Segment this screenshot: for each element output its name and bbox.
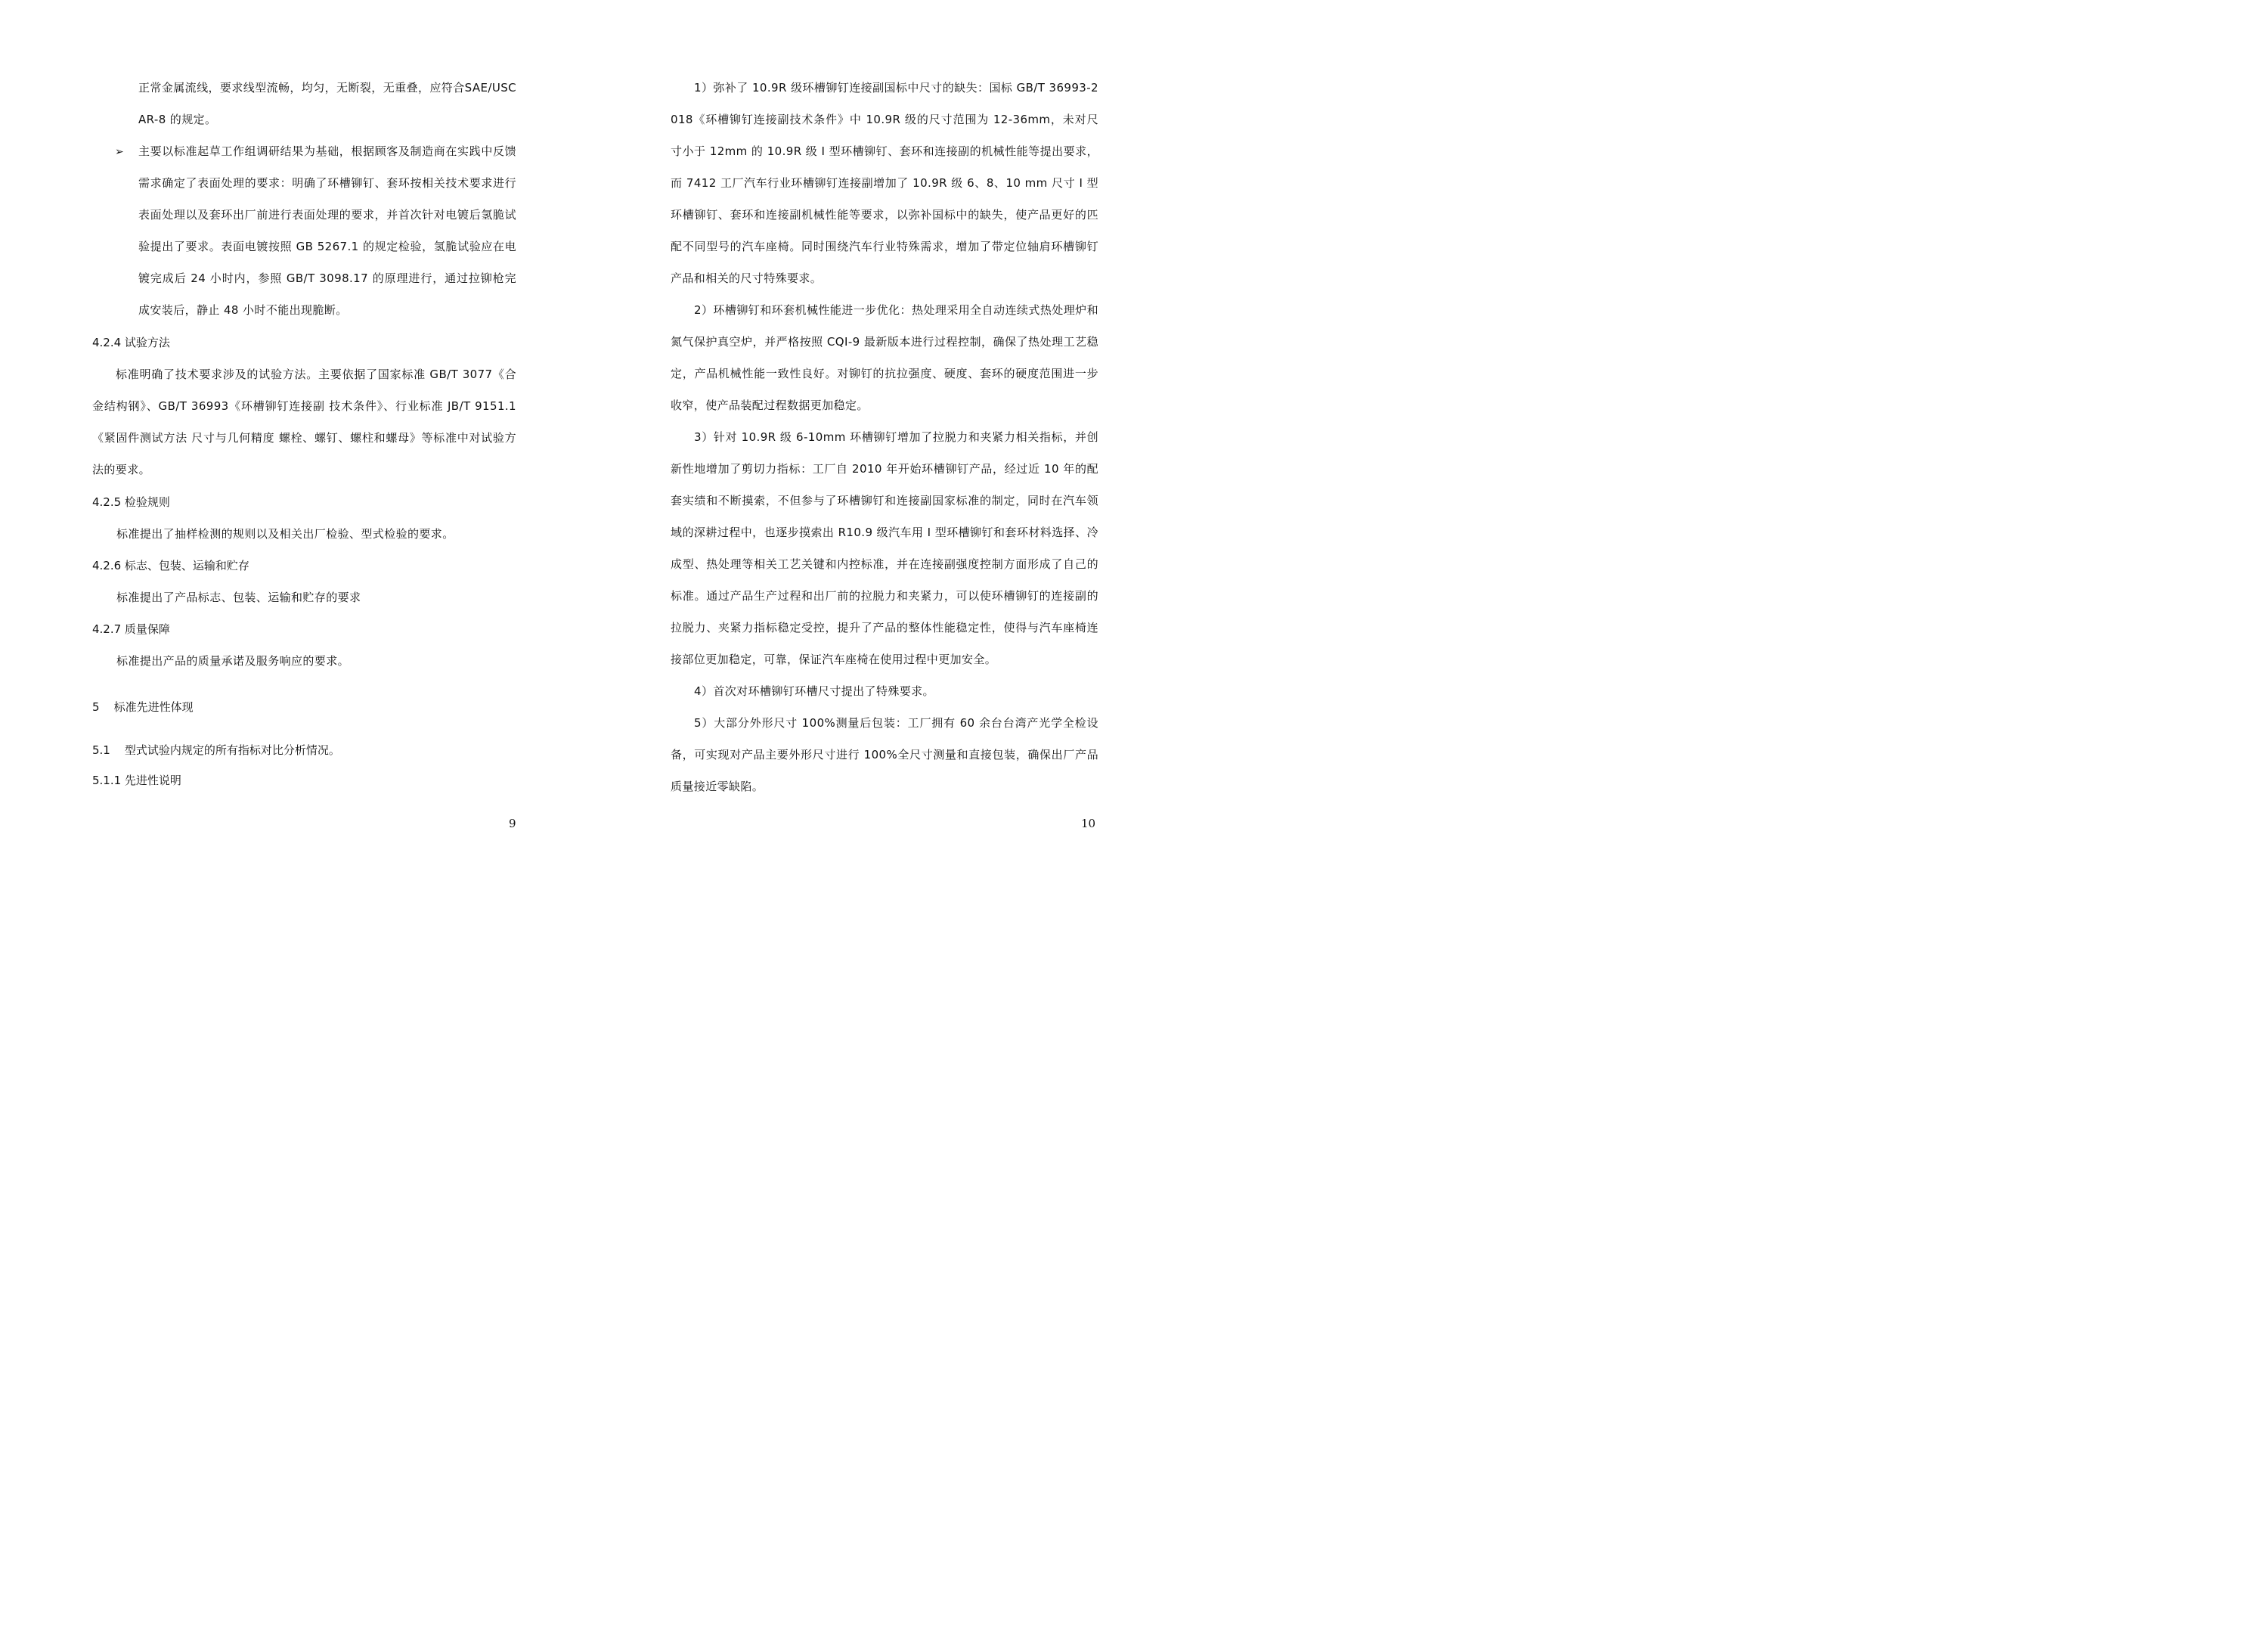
point-5-paragraph: 5）大部分外形尺寸 100%测量后包装：工厂拥有 60 余台台湾产光学全检设备，可实现对产品主要外形尺寸进行 100%全尺寸测量和直接包装，确保出厂产品质量接近零缺陷。 (671, 716, 1098, 793)
section-4-2-7-paragraph: 标准提出产品的质量承诺及服务响应的要求。 (116, 654, 350, 668)
point-4-paragraph: 4）首次对环槽铆钉环槽尺寸提出了特殊要求。 (694, 684, 934, 698)
point-3-paragraph: 3）针对 10.9R 级 6-10mm 环槽铆钉增加了拉脱力和夹紧力相关指标，并创新性地增加了剪切力指标：工厂自 2010 年开始环槽铆钉产品，经过近 10 年的配套实绩和不断摸索，不但参与了环槽铆钉和连接副国家标准的制定，同时在汽车领域的深耕过程中，也逐步摸索出 R10.9 级汽车用 I 型环槽铆钉和套环材料选择、冷成型、热处理等相关工艺关键和内控标准，并在连接副强度控制方面形成了自己的标准。通过产品生产过程和出厂前的拉脱力和夹紧力，可以使环槽铆钉的连接副的拉脱力、夹紧力指标稳定受控，提升了产品的整体性能稳定性，使得与汽车座椅连接部位更加稳定，可靠，保证汽车座椅在使用过程中更加安全。 (671, 430, 1098, 666)
continuation-paragraph: 正常金属流线，要求线型流畅，均匀，无断裂，无重叠，应符合SAE/USCAR-8 的规定。 (138, 81, 516, 126)
section-heading-4-2-4: 4.2.4 试验方法 (92, 336, 170, 349)
section-4-2-5-paragraph: 标准提出了抽样检测的规则以及相关出厂检验、型式检验的要求。 (116, 527, 454, 541)
left-page (0, 0, 584, 847)
point-2-paragraph: 2）环槽铆钉和环套机械性能进一步优化：热处理采用全自动连续式热处理炉和氮气保护真空炉，并严格按照 CQI-9 最新版本进行过程控制，确保了热处理工艺稳定，产品机械性能一致性良好。对铆钉的抗拉强度、硬度、套环的硬度范围进一步收窄，使产品装配过程数据更加稳定。 (671, 303, 1098, 412)
section-4-2-4-paragraph: 标准明确了技术要求涉及的试验方法。主要依据了国家标准 GB/T 3077《合金结构钢》、GB/T 36993《环槽铆钉连接副 技术条件》、行业标准 JB/T 9151.1《紧固件测试方法 尺寸与几何精度 螺栓、螺钉、螺柱和螺母》等标准中对试验方法的要求。 (92, 368, 516, 476)
right-page (584, 0, 1169, 847)
section-heading-5-1: 5.1 型式试验内规定的所有指标对比分析情况。 (92, 743, 340, 757)
page-number: 10 (1081, 817, 1096, 830)
section-heading-4-2-6: 4.2.6 标志、包装、运输和贮存 (92, 559, 249, 572)
page-number: 9 (509, 817, 516, 830)
point-1-paragraph: 1）弥补了 10.9R 级环槽铆钉连接副国标中尺寸的缺失：国标 GB/T 36993-2018《环槽铆钉连接副技术条件》中 10.9R 级的尺寸范围为 12-36mm，未对尺寸小于 12mm 的 10.9R 级 I 型环槽铆钉、套环和连接副的机械性能等提出要求，而 7412 工厂汽车行业环槽铆钉连接副增加了 10.9R 级 6、8、10 mm 尺寸 I 型环槽铆钉、套环和连接副机械性能等要求，以弥补国标中的缺失，使产品更好的匹配不同型号的汽车座椅。同时围绕汽车行业特殊需求，增加了带定位轴肩环槽铆钉产品和相关的尺寸特殊要求。 (671, 81, 1098, 285)
section-heading-4-2-5: 4.2.5 检验规则 (92, 495, 170, 509)
bullet-arrow-icon: ➢ (115, 146, 124, 158)
section-4-2-6-paragraph: 标准提出了产品标志、包装、运输和贮存的要求 (116, 591, 361, 604)
section-heading-5: 5 标准先进性体现 (92, 700, 194, 714)
bullet-paragraph: 主要以标准起草工作组调研结果为基础，根据顾客及制造商在实践中反馈需求确定了表面处理的要求：明确了环槽铆钉、套环按相关技术要求进行表面处理以及套环出厂前进行表面处理的要求，并首次针对电镀后氢脆试验提出了要求。表面电镀按照 GB 5267.1 的规定检验，氢脆试验应在电镀完成后 24 小时内，参照 GB/T 3098.17 的原理进行，通过拉铆枪完成安装后，静止 48 小时不能出现脆断。 (138, 144, 516, 317)
section-heading-5-1-1: 5.1.1 先进性说明 (92, 774, 181, 787)
section-heading-4-2-7: 4.2.7 质量保障 (92, 622, 170, 636)
